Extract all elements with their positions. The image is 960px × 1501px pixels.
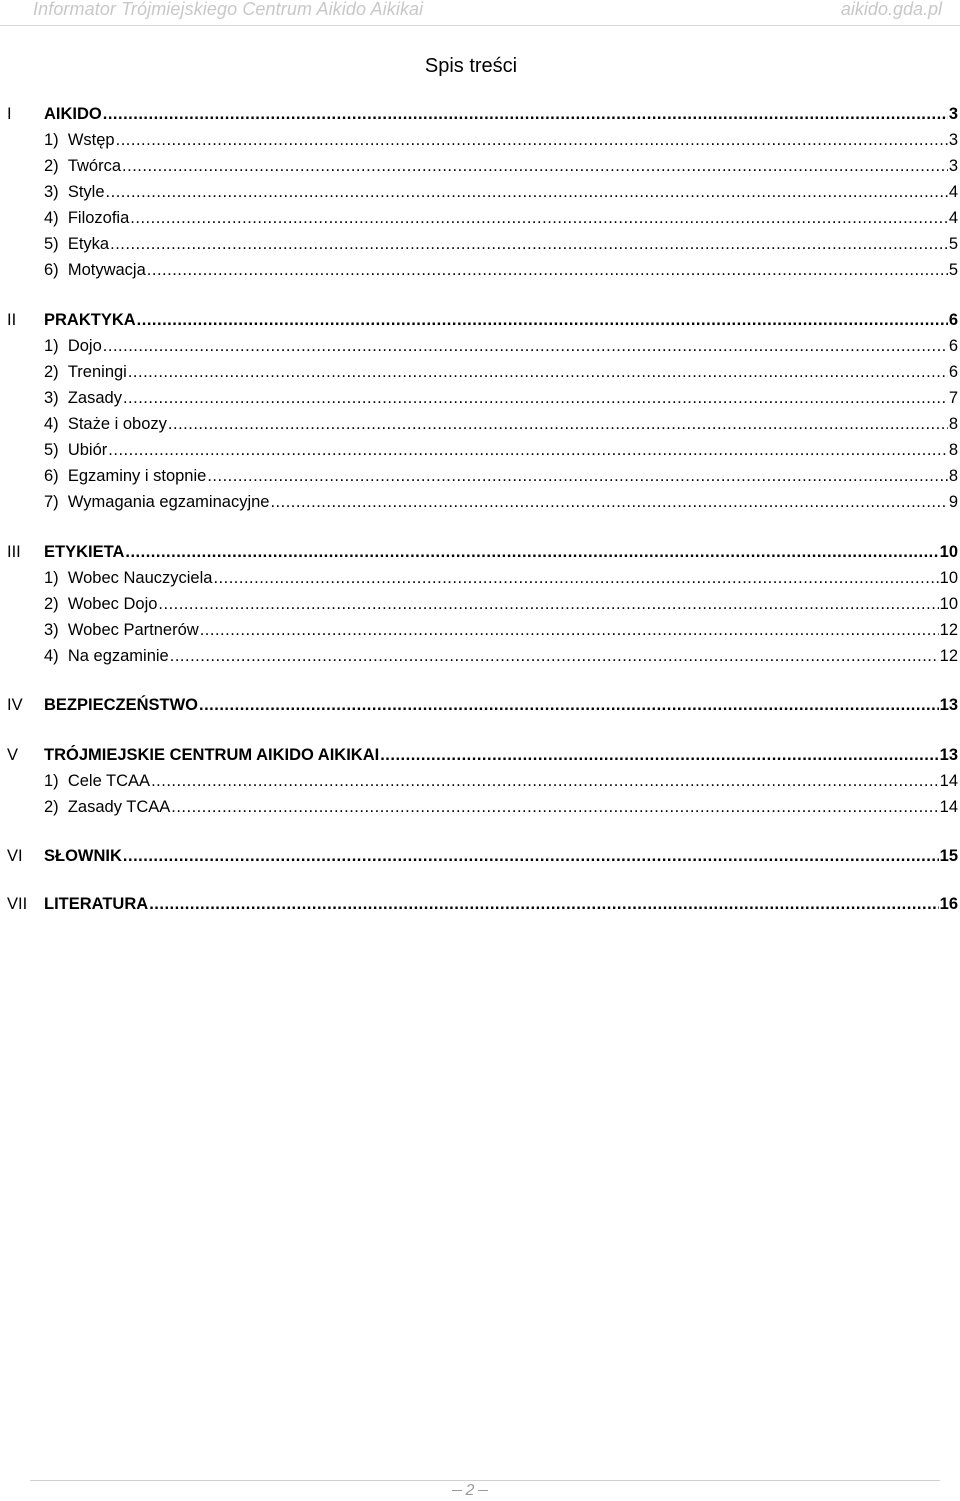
toc-entry[interactable] — [0, 361, 958, 383]
toc-entry-page: 3 — [948, 105, 958, 123]
toc-entry-page: 14 — [939, 798, 958, 816]
toc-entry-page: 3 — [948, 157, 958, 175]
toc-entry-page: 15 — [939, 847, 958, 865]
toc-dot-leader — [110, 233, 948, 255]
header-website: aikido.gda.pl — [840, 0, 942, 19]
toc-dot-leader — [171, 796, 938, 818]
toc-dot-leader — [168, 413, 948, 435]
toc-dot-leader — [116, 129, 948, 151]
toc-entry-label: PRAKTYKA — [44, 311, 136, 329]
toc-entry-page: 8 — [948, 467, 958, 485]
toc-dot-leader — [103, 335, 948, 357]
toc-entry-label: 2) Treningi — [44, 363, 127, 381]
toc-dot-leader — [158, 593, 938, 615]
toc-entry-page: 10 — [939, 543, 958, 561]
toc-entry-page: 4 — [948, 209, 958, 227]
running-header — [0, 0, 960, 24]
toc-entry-page: 6 — [948, 311, 958, 329]
toc-dot-leader — [122, 155, 948, 177]
toc-entry[interactable] — [0, 103, 958, 125]
toc-entry[interactable] — [0, 491, 958, 513]
toc-dot-leader — [108, 439, 948, 461]
toc-entry-label: 1) Wobec Nauczyciela — [44, 569, 213, 587]
toc-entry-page: 10 — [939, 569, 958, 587]
toc-entry-page: 12 — [939, 621, 958, 639]
toc-entry-label: 3) Style — [44, 183, 105, 201]
toc-entry-page: 8 — [948, 441, 958, 459]
toc-entry-number: I — [7, 105, 12, 123]
toc-entry-page: 7 — [948, 389, 958, 407]
toc-entry-page: 3 — [948, 131, 958, 149]
toc-entry[interactable] — [0, 845, 958, 867]
toc-entry[interactable] — [0, 387, 958, 409]
toc-dot-leader — [147, 259, 948, 281]
toc-entry-label: 2) Wobec Dojo — [44, 595, 158, 613]
toc-entry[interactable] — [0, 593, 958, 615]
toc-dot-leader — [123, 387, 948, 409]
toc-dot-leader — [170, 645, 939, 667]
toc-entry-number: IV — [7, 696, 23, 714]
toc-entry-label: AIKIDO — [44, 105, 102, 123]
toc-dot-leader — [151, 770, 939, 792]
toc-entry-page: 5 — [948, 235, 958, 253]
toc-dot-leader — [200, 619, 939, 641]
toc-entry[interactable] — [0, 129, 958, 151]
toc-entry-label: 3) Zasady — [44, 389, 122, 407]
toc-entry[interactable] — [0, 335, 958, 357]
toc-entry[interactable] — [0, 439, 958, 461]
toc-entry-label: TRÓJMIEJSKIE CENTRUM AIKIDO AIKIKAI — [44, 746, 380, 764]
toc-entry[interactable] — [0, 155, 958, 177]
toc-entry-label: 1) Wstęp — [44, 131, 115, 149]
toc-entry-page: 5 — [948, 261, 958, 279]
header-title: Informator Trójmiejskiego Centrum Aikido Aikikai — [33, 0, 424, 19]
toc-entry[interactable] — [0, 207, 958, 229]
toc-entry[interactable] — [0, 413, 958, 435]
header-divider — [0, 25, 960, 26]
toc-dot-leader — [103, 103, 948, 125]
toc-entry-page: 10 — [939, 595, 958, 613]
toc-entry-number: V — [7, 746, 19, 764]
toc-dot-leader — [207, 465, 947, 487]
toc-dot-leader — [213, 567, 938, 589]
toc-entry-label: 1) Dojo — [44, 337, 102, 355]
toc-entry[interactable] — [0, 770, 958, 792]
toc-entry-label: 2) Twórca — [44, 157, 122, 175]
toc-entry-number: III — [7, 543, 21, 561]
toc-entry-label: 3) Wobec Partnerów — [44, 621, 199, 639]
footer-divider — [30, 1480, 940, 1481]
toc-entry-page: 9 — [948, 493, 958, 511]
toc-dot-leader — [123, 845, 939, 867]
toc-entry-label: 4) Staże i obozy — [44, 415, 167, 433]
toc-dot-leader — [106, 181, 948, 203]
toc-entry[interactable] — [0, 181, 958, 203]
toc-entry-label: ETYKIETA — [44, 543, 125, 561]
toc-dot-leader — [137, 309, 948, 331]
toc-dot-leader — [125, 541, 938, 563]
toc-entry[interactable] — [0, 796, 958, 818]
toc-entry-label: 6) Motywacja — [44, 261, 146, 279]
toc-entry[interactable] — [0, 893, 958, 915]
toc-entry-label: 5) Ubiór — [44, 441, 108, 459]
toc-entry-label: 2) Zasady TCAA — [44, 798, 171, 816]
toc-dot-leader — [130, 207, 948, 229]
toc-entry[interactable] — [0, 309, 958, 331]
toc-entry-number: VII — [7, 895, 28, 913]
toc-entry-page: 16 — [939, 895, 958, 913]
toc-entry-label: 6) Egzaminy i stopnie — [44, 467, 207, 485]
toc-entry-page: 13 — [939, 746, 958, 764]
toc-dot-leader — [149, 893, 938, 915]
toc-dot-leader — [128, 361, 948, 383]
toc-entry[interactable] — [0, 694, 958, 716]
toc-entry-label: BEZPIECZEŃSTWO — [44, 696, 199, 714]
toc-entry[interactable] — [0, 259, 958, 281]
toc-entry-label: LITERATURA — [44, 895, 149, 913]
toc-entry-number: VI — [7, 847, 23, 865]
toc-entry-label: 4) Na egzaminie — [44, 647, 169, 665]
toc-entry[interactable] — [0, 465, 958, 487]
toc-entry-label: 7) Wymagania egzaminacyjne — [44, 493, 270, 511]
toc-entry-page: 12 — [939, 647, 958, 665]
toc-entry-page: 13 — [939, 696, 958, 714]
toc-entry-number: II — [7, 311, 17, 329]
page-number: 2 — [440, 1482, 500, 1500]
toc-entry-page: 14 — [939, 772, 958, 790]
toc-dot-leader — [380, 744, 938, 766]
toc-dot-leader — [199, 694, 939, 716]
toc-entry[interactable] — [0, 744, 958, 766]
toc-entry-label: SŁOWNIK — [44, 847, 122, 865]
toc-entry[interactable] — [0, 645, 958, 667]
toc-entry-page: 6 — [948, 337, 958, 355]
toc-dot-leader — [270, 491, 947, 513]
toc-entry[interactable] — [0, 541, 958, 563]
toc-title: Spis treści — [424, 55, 518, 77]
toc-entry-page: 4 — [948, 183, 958, 201]
toc-entry[interactable] — [0, 567, 958, 589]
toc-entry-page: 6 — [948, 363, 958, 381]
toc-entry-page: 8 — [948, 415, 958, 433]
toc-entry[interactable] — [0, 233, 958, 255]
toc-entry-label: 5) Etyka — [44, 235, 110, 253]
toc-entry-label: 1) Cele TCAA — [44, 772, 151, 790]
toc-entry-label: 4) Filozofia — [44, 209, 130, 227]
toc-entry[interactable] — [0, 619, 958, 641]
